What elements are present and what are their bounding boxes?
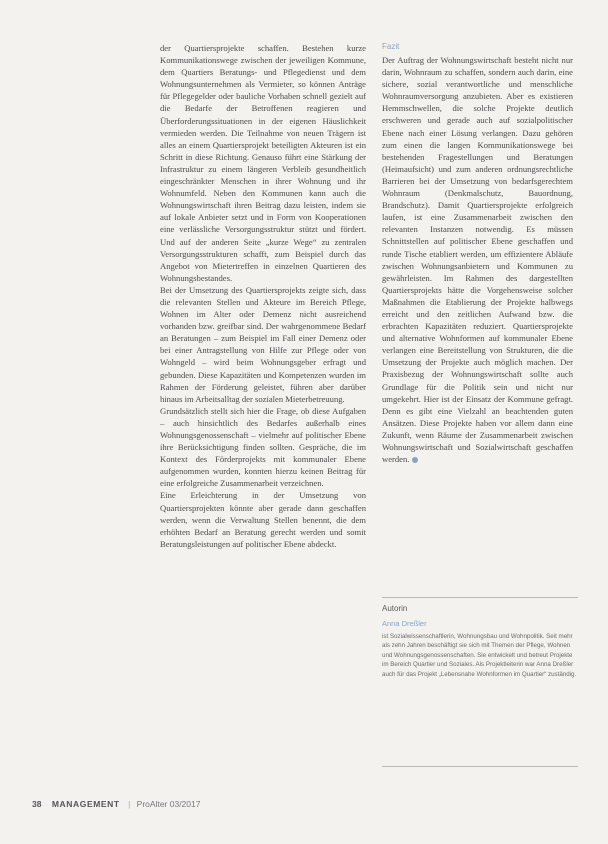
conclusion-heading: Fazit (382, 42, 400, 51)
page-footer (32, 799, 200, 809)
author-bio: ist Sozialwissenschaftlerin, Wohnungsbau und Wohnpolitik. Seit mehr als zehn Jahren beschäftigt sie sich mit Themen der Pflege, Wohnen und Wohnungsgenossenschaften. Sie entwickelt und betreut Projekte im Bereich Quartier und Soziales. Als Projektleiterin war Anna Dreßler auch für das Projekt „Lebensnahe Wohnformen im Quartier“ zuständig. (382, 633, 577, 678)
footer-separator: | (128, 799, 131, 809)
body-paragraph: Grundsätzlich stellt sich hier die Frage, ob diese Aufgaben – auch hinsichtlich des Bedarfes außerhalb eines Wohnungsgenossenschaft – vielmehr auf politischer Ebene ihre Berücksichtigung finden sollten. Gespräche, die im Kontext des Förderprojekts mit kommunaler Ebene aufgenommen wurden, konnten hierzu keinen Beitrag für eine erfolgreiche Zusammenarbeit verzeichnen. (160, 405, 366, 489)
author-box (382, 597, 578, 679)
conclusion-paragraph (382, 54, 573, 465)
divider (382, 766, 578, 767)
conclusion-text: Der Auftrag der Wohnungswirtschaft besteht nicht nur darin, Wohnraum zu schaffen, sondern auch darin, eine sichere, sozial verantwortliche und menschliche Wohnraumversorgung anzubieten. Aber es existieren Hemmschwellen, die solche Projekte deutlich erschweren und gerade auch auf sozialpolitischer Ebene nach einer Lösung verlangen. Dazu gehören zum einen die langen Kommunikationswege bei bestehenden Fragestellungen und Beratungen (Heimaufsicht) und zum anderen ordnungsrechtliche Barrieren bei der Umsetzung von bedarfsgerechtem Wohnraum (Denkmalschutz, Bauordnung, Brandschutz). Damit Quartiersprojekte erfolgreich laufen, ist eine Zusammenarbeit zwischen den relevanten Instanzen notwendig. Es müssen Schnittstellen auf politischer Ebene geschaffen und runde Tische etabliert werden, um effizientere Abläufe zwischen Wohnungsanbietern und Kommunen zu gewährleisten. Im Rahmen des dargestellten Quartiersprojekts hätte die Vorgehensweise solcher Maßnahmen die Etablierung der Projekte halbwegs erreicht und den zeitlichen Aufwand bzw. die erbrachten Kapazitäten reduziert. Quartiersprojekte und alternative Wohnformen auf kommunaler Ebene verlangen eine Bereitstellung von Strukturen, die die Umsetzung der Projekte auch möglich machen. Der Praxisbezug der Wohnungswirtschaft sollte auch Grundlage für die Politik sein und nicht nur umgekehrt. Hier ist der Einsatz der Kommune gefragt. Denn es gibt eine Vielzahl an beachtenden guten Ansätzen. Diese Projekte haben vor allem dann eine Zukunft, wenn Räume der Zusammenarbeit zwischen Wohnungswirtschaft und Sozialwirtschaft geschaffen werden. (382, 55, 573, 465)
right-text-column (382, 42, 573, 465)
body-paragraph: Eine Erleichterung in der Umsetzung von Quartiersprojekten könnte aber gerade dann geschaffen werden, wenn die Verwaltung Stellen benennt, die dem erhöhten Bedarf an Beratung gerecht werden und somit Beratungsleistungen auf politischer Ebene abdeckt. (160, 490, 366, 549)
section-name: MANAGEMENT (51, 799, 120, 809)
author-name: Anna Dreßler (382, 619, 427, 628)
page-number: 38 (32, 799, 42, 809)
issue-label: ProAlter 03/2017 (136, 799, 201, 809)
body-paragraph: der Quartiersprojekte schaffen. Bestehen kurze Kommunikationswege zwischen der jeweiligen Kommune, dem Quartiers Beratungs- und Pflegedienst und dem Wohnungsunternehmen als Vermieter, so können Anträge für Pflegegelder oder bauliche Vorhaben schnell gezielt auf die Bedarfe der Betroffenen reagieren und Überforderungssituationen in der eigenen Häuslichkeit vermieden werden. Die Teilnahme von neuen Trägern ist alles an einem Quartiersprojekt beteiligten Akteuren ist ein Schritt in diese Richtung. Genauso führt eine Stärkung der Infrastruktur zu einem längeren Verbleib gesundheitlich eingeschränkter Menschen in ihrer Wohnung und ihr Wohnumfeld. Neben den Kommunen kann auch die Wohnungswirtschaft ihren Beitrag dazu leisten, indem sie auf lokale Anbieter setzt und in Form von Kooperationen eine verlässliche Versorgungsstruktur stützt und fördert. Und auf der anderen Seite „kurze Wege“ zu zentralen Versorgungsstrukturen schafft, zum Beispiel durch das Angebot von Mietertreffen in einzelnen Quartieren des Wohnungsbestandes. (160, 43, 366, 283)
body-paragraph: Bei der Umsetzung des Quartiersprojekts zeigte sich, dass die relevanten Stellen und Akteure im Bereich Pflege, Wohnen im Alter oder Demenz nicht ausreichend vorhanden bzw. greifbar sind. Der wahrgenommene Bedarf an Beratungen – zum Beispiel im Fall einer Demenz oder bei einer Antragstellung von Hilfe zur Pflege oder von Wohngeld – wird beim Wohnungsgeber erfragt und gebunden. Diese Kapazitäten und Kompetenzen wurden im Rahmen der Förderung geleistet, führen aber darüber hinaus im Arbeitsalltag der sozialen Mieterbetreuung. (160, 284, 366, 404)
left-text-column (160, 42, 366, 550)
end-of-article-icon (412, 457, 418, 463)
author-box-heading: Autorin (382, 604, 408, 613)
